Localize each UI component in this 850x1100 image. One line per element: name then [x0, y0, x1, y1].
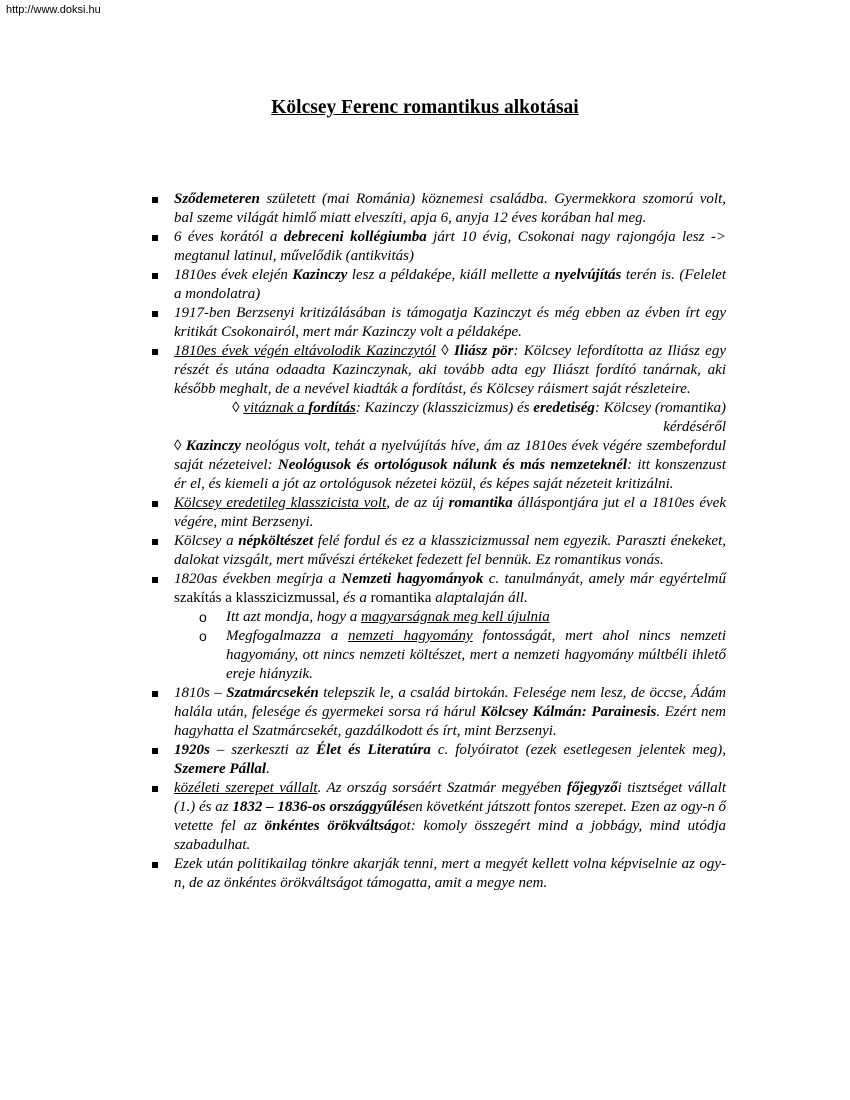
list-item: Kölcsey a népköltészet felé fordul és ez a klasszicizmussal nem egyezik. Paraszti énekeket, dalokat vizsgált, mert művészi értékeket fedezett fel bennük. Ez romantikus vonás. [150, 532, 726, 570]
list-item: 1810s – Szatmárcsekén telepszik le, a család birtokán. Felesége nem lesz, de öccse, Ádám halála után, felesége és gyermekei sorsa rá hárul Kölcsey Kálmán: Parainesis. Ezért nem hagyhatta el Szatmárcsekét, gazdálkodott és írt, mint Berzsenyi. [150, 684, 726, 741]
list-item: Kölcsey eredetileg klasszicista volt, de az új romantika álláspontjára jut el a 1810es évek végére, mint Berzsenyi. [150, 494, 726, 532]
diamond-paragraph: ◊ vitáznak a fordítás: Kazinczy (klasszicizmus) és eredetiség: Kölcsey (romantika) kérdéséről [232, 400, 726, 435]
bullet-list [150, 190, 726, 399]
bullet-list [150, 494, 726, 893]
list-item: 1820as években megírja a Nemzeti hagyományok c. tanulmányát, amely már egyértelmű szakítás a klasszicizmussal, és a romantika alaptalaján áll. o Itt azt mondja, hogy a magyarságnak meg kell újulnia o Megfogalmazza a nemzeti hagyomány fontosságát, mert ahol nincs nemzeti hagyomány, ott nincs nemzeti költészet, mert a nemzeti hagyomány múltbéli ihlető ereje hiányzik. [150, 570, 726, 684]
list-item: 1917-ben Berzsenyi kritizálásában is támogatja Kazinczyt és még ebben az évben írt egy kritikát Csokonairól, mert már Kazinczy volt a példaképe. [150, 304, 726, 342]
list-item: Sződemeteren született (mai Románia) köznemesi családba. Gyermekkora szomorú volt, bal szeme világát himlő miatt elveszíti, apja 6, anyja 12 éves korában hal meg. [150, 190, 726, 228]
document-body [150, 190, 726, 893]
sub-list [174, 608, 726, 684]
diamond-paragraph: ◊ Kazinczy neológus volt, tehát a nyelvújítás híve, ám az 1810es évek végére szembefordul saját nézeteivel: Neológusok és ortológusok nálunk és más nemzeteknél: itt konszenzust ér el, és kiemeli a jót az ortológusok nézetei közül, és képes saját nézeteit kritizálni. [174, 438, 726, 492]
sub-list-item: o Megfogalmazza a nemzeti hagyomány fontosságát, mert ahol nincs nemzeti hagyomány, ott nincs nemzeti költészet, mert a nemzeti hagyomány múltbéli ihlető ereje hiányzik. [226, 627, 726, 684]
list-item: 1920s – szerkeszti az Élet és Literatúra c. folyóiratot (ezek esetlegesen jelentek meg), Szemere Pállal. [150, 741, 726, 779]
source-url[interactable]: http://www.doksi.hu [6, 4, 101, 16]
list-item: 1810es évek végén eltávolodik Kazinczytól ◊ Iliász pör: Kölcsey lefordította az Iliász egy részét és utána odaadta Kazinczynak, aki tovább adta egy Iliászt fordító tanárnak, aki később meghalt, de a nevével kiadták a fordítást, és Kölcsey ráismert saját részleteire. [150, 342, 726, 399]
list-item: Ezek után politikailag tönkre akarják tenni, mert a megyét kellett volna képviselnie az ogy-n, de az önkéntes örökváltságot támogatta, amit a megye nem. [150, 855, 726, 893]
list-item: 1810es évek elején Kazinczy lesz a példaképe, kiáll mellette a nyelvújítás terén is. (Felelet a mondolatra) [150, 266, 726, 304]
page-title: Kölcsey Ferenc romantikus alkotásai [271, 97, 579, 118]
list-item: közéleti szerepet vállalt. Az ország sorsáért Szatmár megyében főjegyzői tisztséget vállalt (1.) és az 1832 – 1836-os országgyűlésen követként játszott fontos szerepet. Ezen az ogy-n ő vetette fel az önkéntes örökváltságot: komoly összegért mind a jobbágy, mind utódja szabadulhat. [150, 779, 726, 855]
list-item: 6 éves korától a debreceni kollégiumba járt 10 évig, Csokonai nagy rajongója lesz -> megtanul latinul, művelődik (antikvitás) [150, 228, 726, 266]
sub-list-item: o Itt azt mondja, hogy a magyarságnak meg kell újulnia [226, 608, 726, 627]
